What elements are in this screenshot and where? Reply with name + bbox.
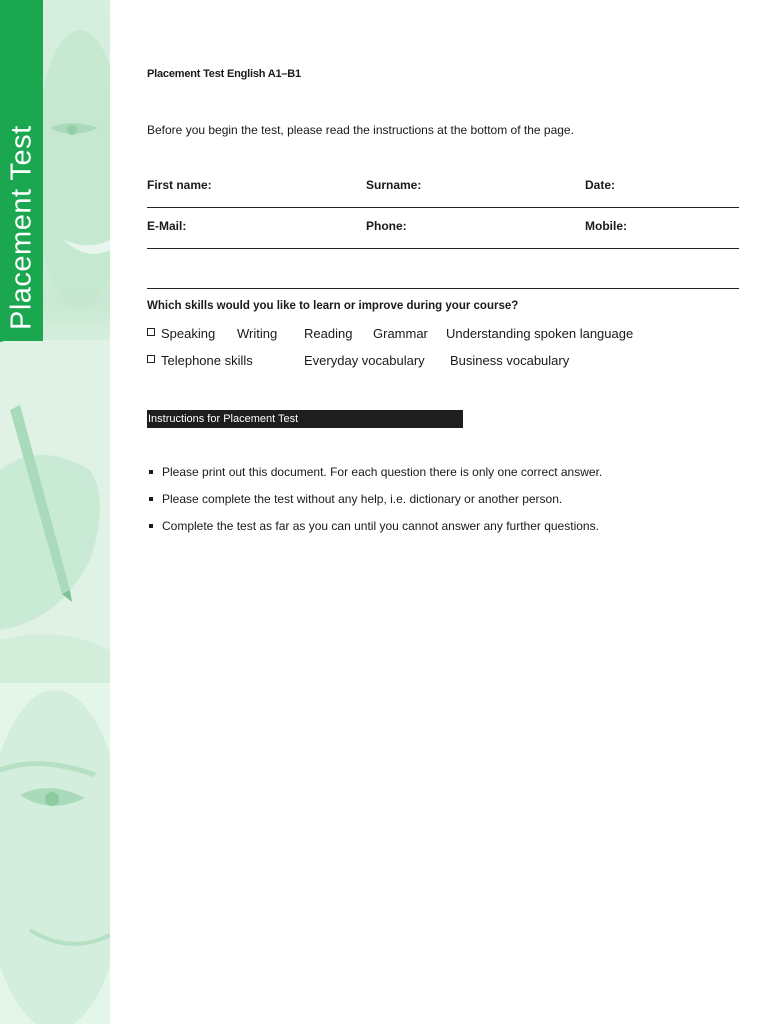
bullet-icon (149, 497, 153, 501)
checkbox-icon[interactable] (147, 355, 155, 363)
skill-option-telephone[interactable] (147, 353, 253, 368)
skill-option-understanding-spoken: Understanding spoken language (446, 326, 634, 341)
mobile-label: Mobile: (585, 219, 627, 233)
form-row-contact (147, 219, 739, 239)
form-divider-3 (147, 288, 739, 289)
bullet-icon (149, 524, 153, 528)
instruction-text: Please complete the test without any help, i.e. dictionary or another person. (162, 492, 563, 506)
form-divider-2 (147, 248, 739, 249)
skill-option-speaking[interactable] (147, 326, 215, 341)
phone-label: Phone: (366, 219, 407, 233)
intro-text: Before you begin the test, please read the instructions at the bottom of the page. (147, 123, 574, 137)
skill-option-reading: Reading (304, 326, 353, 341)
form-divider-1 (147, 207, 739, 208)
instruction-item (147, 519, 599, 533)
email-label: E-Mail: (147, 219, 187, 233)
instructions-heading: Instructions for Placement Test (147, 410, 463, 428)
skill-option-writing: Writing (237, 326, 278, 341)
instruction-text: Complete the test as far as you can until you cannot answer any further questions. (162, 519, 599, 533)
instruction-text: Please print out this document. For each question there is only one correct answer. (162, 465, 603, 479)
skill-option-business-vocabulary: Business vocabulary (450, 353, 570, 368)
skill-label: Telephone skills (161, 353, 253, 368)
bullet-icon (149, 470, 153, 474)
checkbox-icon[interactable] (147, 328, 155, 336)
instruction-item (147, 465, 602, 479)
instruction-item (147, 492, 562, 506)
skill-option-grammar: Grammar (373, 326, 428, 341)
skills-question: Which skills would you like to learn or improve during your course? (147, 300, 519, 312)
date-label: Date: (585, 178, 616, 192)
surname-label: Surname: (366, 178, 422, 192)
side-photo-strip (0, 0, 110, 1024)
skill-option-everyday-vocabulary: Everyday vocabulary (304, 353, 425, 368)
sidebar-title: Placement Test (5, 125, 38, 330)
skill-label: Speaking (161, 326, 216, 341)
first-name-label: First name: (147, 178, 212, 192)
document-title: Placement Test English A1–B1 (147, 68, 301, 80)
form-row-personal (147, 178, 739, 198)
